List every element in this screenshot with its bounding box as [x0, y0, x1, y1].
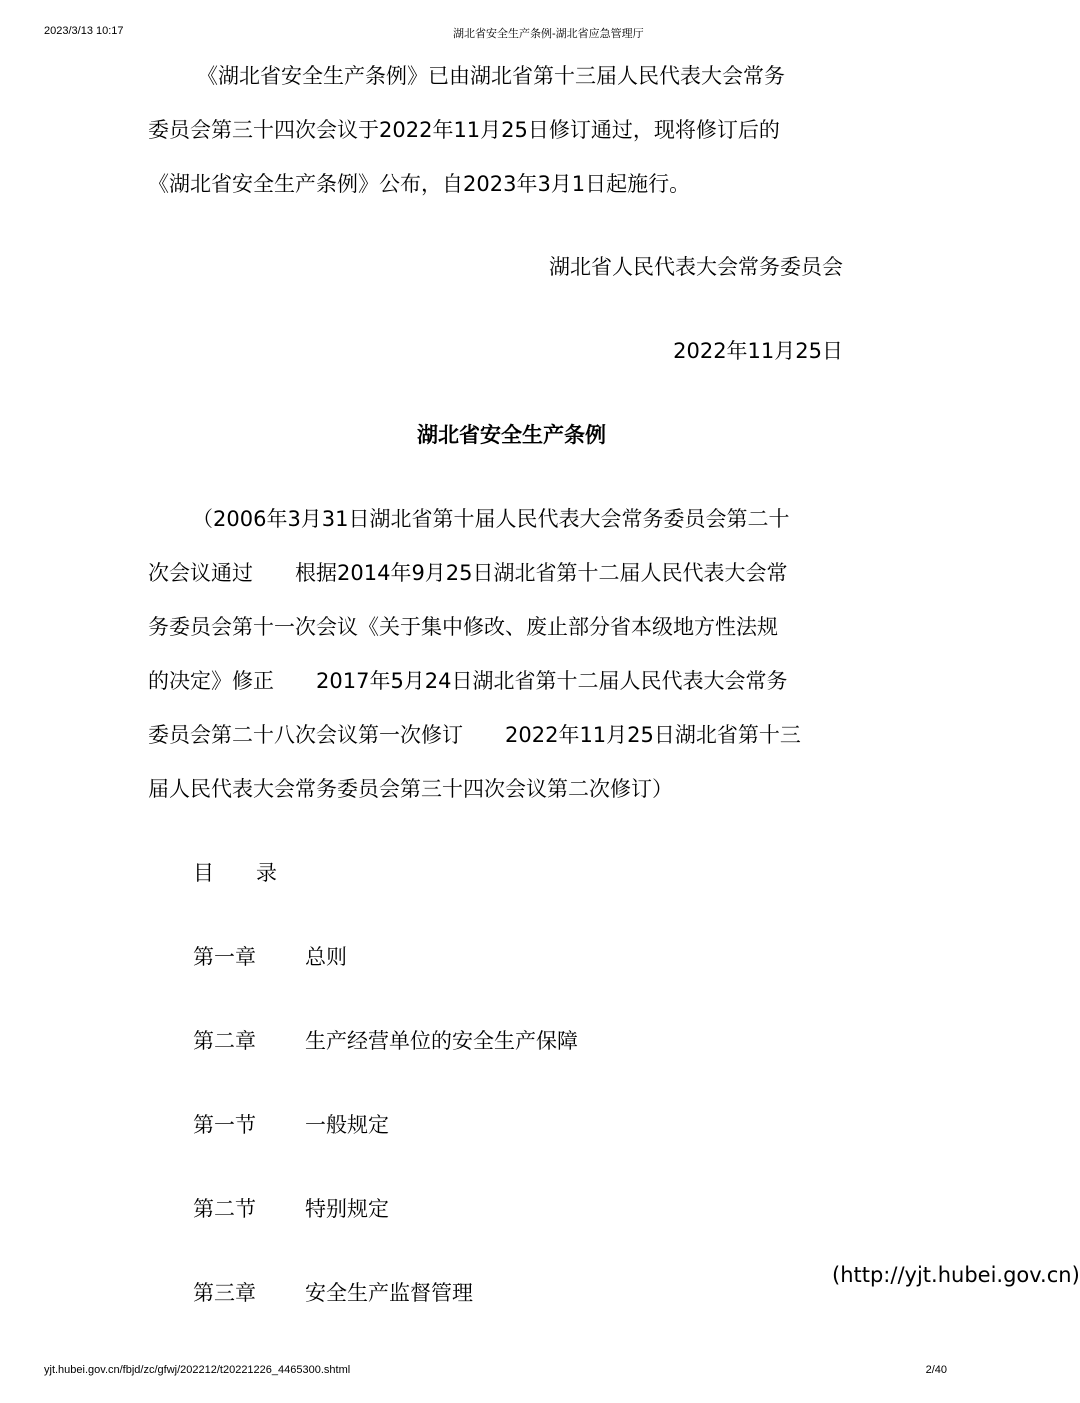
announcement-line-3: 《湖北省安全生产条例》公布，自2023年3月1日起施行。 [148, 172, 691, 196]
announcement-line-1: 《湖北省安全生产条例》已由湖北省第十三届人民代表大会常务 [197, 64, 785, 88]
toc-heading: 目 录 [193, 861, 277, 885]
toc-item-number: 第一节 [193, 1113, 256, 1137]
announcement-date: 2022年11月25日 [673, 339, 843, 363]
toc-item-title: 生产经营单位的安全生产保障 [305, 1029, 578, 1053]
history-line-5: 委员会第二十八次会议第一次修订 2022年11月25日湖北省第十三 [148, 723, 801, 747]
toc-item-title: 特别规定 [305, 1197, 389, 1221]
toc-item-title: 一般规定 [305, 1113, 389, 1137]
print-page-number: 2/40 [925, 1364, 947, 1376]
history-line-6: 届人民代表大会常务委员会第三十四次会议第二次修订） [148, 777, 673, 801]
announcement-issuer: 湖北省人民代表大会常务委员会 [549, 255, 843, 279]
history-line-2: 次会议通过 根据2014年9月25日湖北省第十二届人民代表大会常 [148, 561, 788, 585]
history-line-1: （2006年3月31日湖北省第十届人民代表大会常务委员会第二十 [192, 507, 790, 531]
toc-item-number: 第一章 [193, 945, 256, 969]
history-line-3: 务委员会第十一次会议《关于集中修改、废止部分省本级地方性法规 [148, 615, 778, 639]
print-url: yjt.hubei.gov.cn/fbjd/zc/gfwj/202212/t20221226_4465300.shtml [44, 1364, 351, 1376]
print-page-title: 湖北省安全生产条例-湖北省应急管理厅 [453, 28, 644, 40]
print-datetime: 2023/3/13 10:17 [44, 25, 124, 37]
overflow-site-link[interactable]: (http://yjt.hubei.gov.cn) [832, 1263, 1080, 1287]
toc-item-number: 第二节 [193, 1197, 256, 1221]
announcement-line-2: 委员会第三十四次会议于2022年11月25日修订通过，现将修订后的 [148, 118, 780, 142]
toc-item-title: 总则 [305, 945, 347, 969]
toc-item-title: 安全生产监督管理 [305, 1281, 473, 1305]
toc-item-number: 第二章 [193, 1029, 256, 1053]
toc-item-number: 第三章 [193, 1281, 256, 1305]
history-line-4: 的决定》修正 2017年5月24日湖北省第十二届人民代表大会常务 [148, 669, 788, 693]
regulation-title: 湖北省安全生产条例 [417, 423, 606, 447]
